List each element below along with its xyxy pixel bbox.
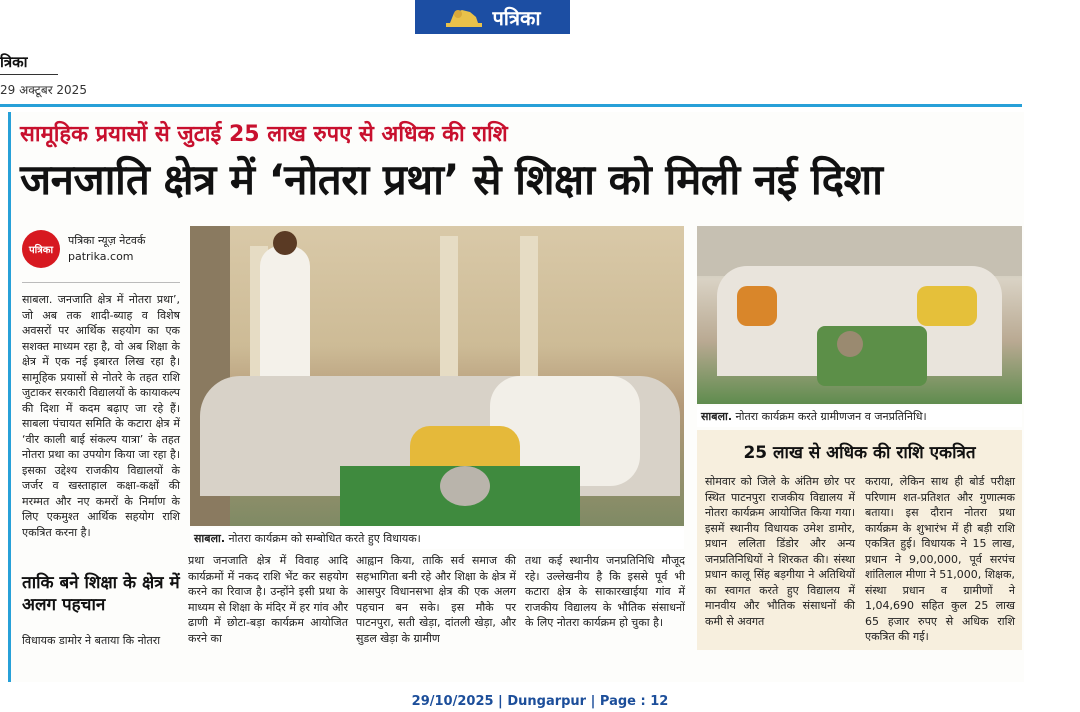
- byline-site: patrika.com: [68, 250, 134, 263]
- edition-underline: [0, 74, 58, 75]
- photo-mla-addressing: [190, 226, 684, 526]
- brand-name: पत्रिका: [492, 5, 541, 30]
- patrika-logo-badge: पत्रिका: [22, 230, 60, 268]
- sidebar-box-column-2: कराया, लेकिन साथ ही बोर्ड परीक्षा परिणाम शत-प्रतिशत और गुणात्मक बताया। इस दौरान नोतरा प्रथा कार्यक्रम के शुभारंभ में ही बड़ी राशि एकत्रित हुई। विधायक ने 15 लाख, प्रधान ने 9,00,000, पूर्व सरपंच शांतिलाल मीणा ने 51,000, शिक्षक, संस्था प्रधान व ग्रामीणों ने 1,04,690 सहित कुल 25 लाख 65 हजार रुपए से अधिक राशि एकत्रित की गई।: [865, 475, 1015, 643]
- article-column-1-continued: विधायक डामोर ने बताया कि नोतरा: [22, 634, 161, 647]
- caption-1-place: साबला.: [194, 532, 226, 545]
- article-headline: जनजाति क्षेत्र में ‘नोतरा प्रथा’ से शिक्षा को मिली नई दिशा: [20, 155, 883, 204]
- subheading-alag-pehchan: ताकि बने शिक्षा के क्षेत्र में अलग पहचान: [22, 573, 180, 615]
- photo-caption-1: [190, 528, 684, 549]
- sidebar-box-column-1: सोमवार को जिले के अंतिम छोर पर स्थित पाटनपुरा राजकीय विद्यालय में नोतरा कार्यक्रम आयोजित किया गया। इसमें स्थानीय विधायक उमेश डामोर, प्रधान ललिता डिंडोर और अन्य जनप्रतिनिधियों ने शिरकत की। संस्था प्रधान कालू सिंह बड़गीया ने अतिथियों का स्वागत करते हुए विद्यालय में मानवीय और भौतिक संसाधनों की कमी से अवगत: [705, 475, 855, 628]
- caption-1-text: नोतरा कार्यक्रम को सम्बोधित करते हुए विधायक।: [225, 532, 421, 545]
- caption-2-text: नोतरा कार्यक्रम करते ग्रामीणजन व जनप्रतिनिधि।: [732, 410, 927, 423]
- top-rule-divider: [0, 104, 1022, 107]
- photo-villagers-notra: [697, 226, 1022, 404]
- article-kicker: सामूहिक प्रयासों से जुटाई 25 लाख रुपए से अधिक की राशि: [20, 122, 508, 147]
- patrika-brand-banner: [415, 0, 570, 34]
- article-column-4: तथा कई स्थानीय जनप्रतिनिधि मौजूद रहे। उल्लेखनीय है कि इससे पूर्व भी कटारा क्षेत्र के साकारखाईया गांव में राजकीय विद्यालय के भौतिक संसाधनों के लिए नोतरा कार्यक्रम हो चुका है।: [525, 554, 685, 629]
- caption-2-place: साबला.: [701, 410, 733, 423]
- photo-caption-2: [697, 406, 1022, 427]
- article-column-3: आह्वान किया, ताकि सर्व समाज की सहभागिता बनी रहे और शिक्षा के क्षेत्र में आसपुर विधानसभा क्षेत्र की एक अलग पहचान बन सके। इस मौके पर पाटनपुरा, सती खेड़ा, दांतली खेड़ा, और सुडल खेड़ा के ग्रामीण: [356, 554, 516, 645]
- page-footer: 29/10/2025 | Dungarpur | Page : 12: [411, 694, 669, 709]
- sidebar-box-heading: 25 लाख से अधिक की राशि एकत्रित: [743, 443, 976, 463]
- byline-text: [68, 233, 145, 265]
- byline-agency: पत्रिका न्यूज़ नेटवर्क: [68, 234, 146, 247]
- article-column-1: साबला. जनजाति क्षेत्र में नोतरा प्रथा’, जो अब तक शादी-ब्याह व विशेष अवसरों पर आर्थिक सहयोग का एक सशक्त माध्यम रहा है, वो अब शिक्षा के क्षेत्र में एक नई इबारत लिख रहा है। सामूहिक प्रयासों से नोतरे के तहत राशि जुटाकर सरकारी विद्यालयों के कायाकल्प की दिशा में कदम बढ़ाए जा रहे हैं। साबला पंचायत समिति के कटारा क्षेत्र में ‘वीर काली बाई संकल्प यात्रा’ के तहत नोतरा प्रथा का उपयोग किया जा रहा है। इसका उद्देश्य राजकीय विद्यालयों के जर्जर व खस्ताहाल कक्षा-कक्षों की मरम्मत और नए कमरों के निर्माण के लिए एकमुश्त आर्थिक सहयोग राशि एकत्रित करना है।: [22, 293, 180, 539]
- byline-divider: [22, 282, 180, 283]
- article-column-2: प्रथा जनजाति क्षेत्र में विवाह आदि कार्यक्रमों में नकद राशि भेंट कर सहयोग करने का रिवाज है। उन्होंने इसी प्रथा के माध्यम से शिक्षा के मंदिर में हर गांव और ढाणी में छोटा-बड़ा कार्यक्रम आयोजित करने का: [188, 554, 348, 645]
- edition-date: 29 अक्टूबर 2025: [0, 83, 87, 97]
- edition-name: त्रिका: [0, 53, 28, 71]
- lion-emblem-icon: [444, 5, 484, 29]
- byline: [22, 230, 145, 268]
- clipping-left-border: [8, 112, 11, 682]
